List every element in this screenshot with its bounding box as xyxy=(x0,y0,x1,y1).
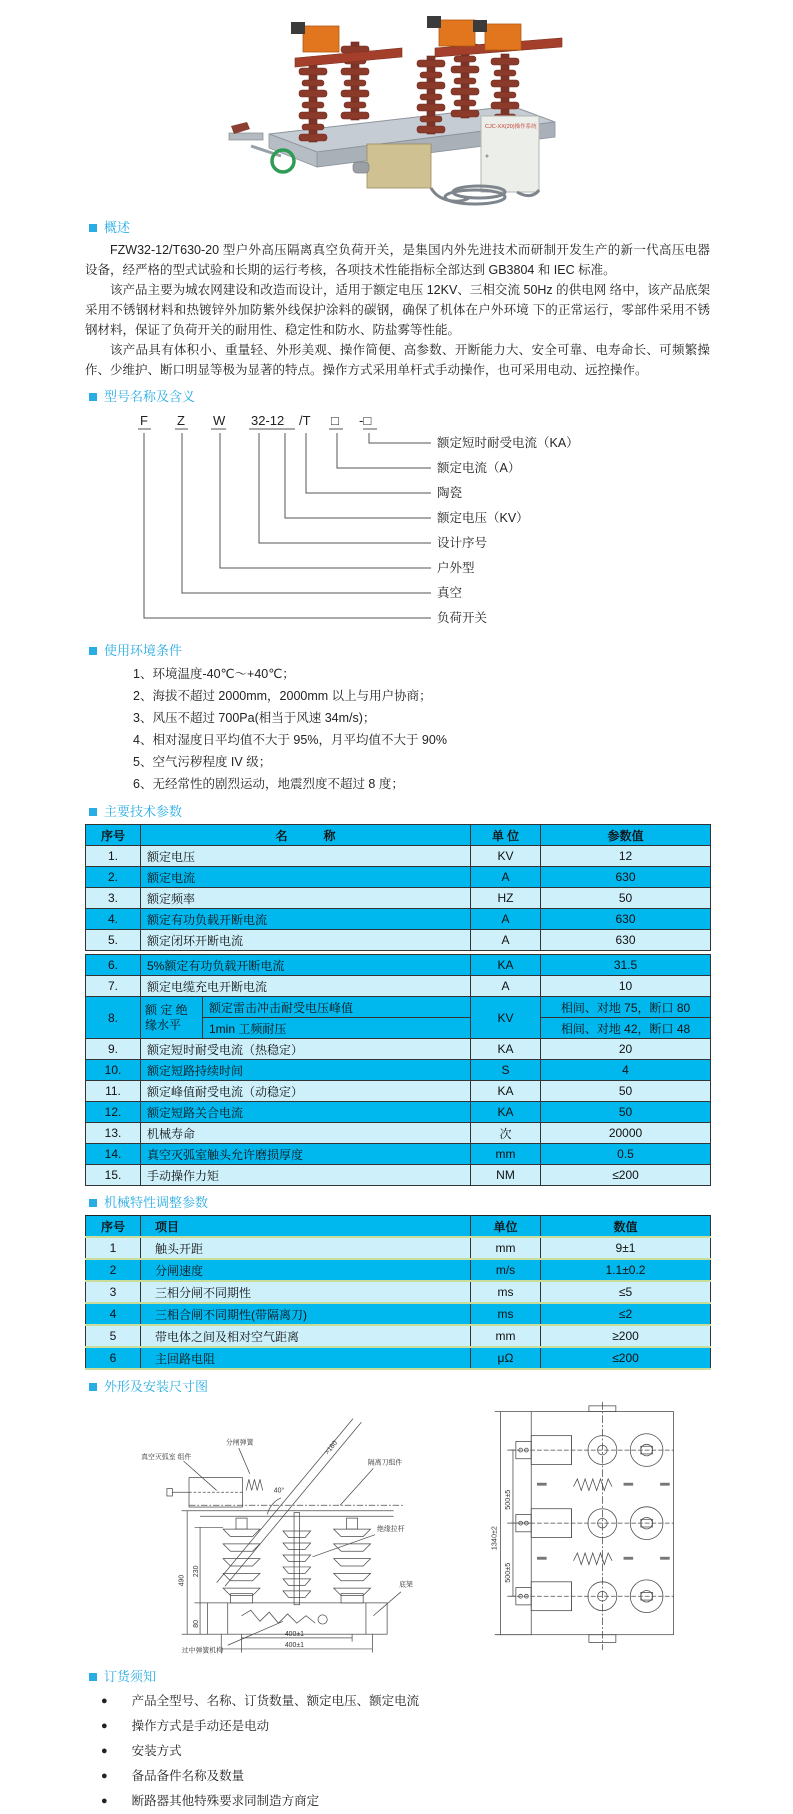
table-row xyxy=(86,1123,711,1144)
environment-list xyxy=(85,663,710,795)
cell-unit: mm xyxy=(471,1144,541,1165)
dim-1340: 1340±2 xyxy=(489,1526,499,1551)
cell-unit: m/s xyxy=(471,1259,541,1281)
label-overcenter-spring: 过中弹簧机构 xyxy=(181,1647,224,1655)
table-row xyxy=(86,1325,711,1347)
cell-no: 4 xyxy=(86,1303,141,1325)
shaft-hub xyxy=(353,162,369,173)
table-header-row xyxy=(86,825,711,846)
overview-title: 概述 xyxy=(104,220,131,235)
cell-unit: KA xyxy=(471,955,541,976)
ordering-item xyxy=(101,1739,710,1764)
table-row xyxy=(86,1060,711,1081)
cell-unit: KV xyxy=(471,846,541,867)
cell-group: 额 定 绝 缘水平 xyxy=(141,997,203,1039)
cell-name: 真空灭弧室触头允许磨损厚度 xyxy=(141,1144,471,1165)
square-bullet-icon xyxy=(89,1383,97,1391)
cell-name: 带电体之间及相对空气距离 xyxy=(141,1325,471,1347)
header-value: 数值 xyxy=(541,1216,711,1238)
section-heading-environment xyxy=(89,643,710,658)
cell-unit: ms xyxy=(471,1281,541,1303)
cell-name: 三相分闸不同期性 xyxy=(141,1281,471,1303)
table-row xyxy=(86,846,711,867)
table-row xyxy=(86,1303,711,1325)
cell-no: 14. xyxy=(86,1144,141,1165)
cell-name: 额定有功负载开断电流 xyxy=(141,909,471,930)
cell-name: 额定短时耐受电流（热稳定） xyxy=(141,1039,471,1060)
drawings-title: 外形及安装尺寸图 xyxy=(104,1379,209,1394)
ordering-item xyxy=(101,1764,710,1789)
table-row xyxy=(86,1081,711,1102)
hook-part xyxy=(231,122,250,134)
label-vacuum-interrupter: 真空灭弧室 组件 xyxy=(141,1454,192,1462)
cell-unit: mm xyxy=(471,1237,541,1259)
page-content xyxy=(0,220,793,1814)
cell-unit: KV xyxy=(471,997,541,1039)
cell-value: 0.5 xyxy=(541,1144,711,1165)
section-heading-drawings xyxy=(89,1379,710,1394)
section-heading-overview xyxy=(89,220,710,235)
square-bullet-icon xyxy=(89,808,97,816)
ordering-list xyxy=(85,1689,710,1814)
cell-unit: A xyxy=(471,930,541,951)
cell-value: 630 xyxy=(541,867,711,888)
ordering-item-text: 备品备件名称及数量 xyxy=(131,1769,245,1783)
cell-name: 额定频率 xyxy=(141,888,471,909)
dim-230: 230 xyxy=(193,1565,201,1578)
cell-value: 相间、对地 75，断口 80 xyxy=(541,997,711,1018)
cell-unit: A xyxy=(471,976,541,997)
label-base-frame: 底架 xyxy=(399,1581,413,1589)
model-title: 型号名称及含义 xyxy=(104,389,196,404)
table-row xyxy=(86,955,711,976)
cell-unit: KA xyxy=(471,1081,541,1102)
cell-value: 相间、对地 42，断口 48 xyxy=(541,1018,711,1039)
bullet-dot-icon: ● xyxy=(101,1745,108,1757)
label-opening-spring: 分闸弹簧 xyxy=(225,1439,254,1447)
dimension-drawings xyxy=(123,1402,710,1660)
square-bullet-icon xyxy=(89,647,97,655)
cell-value: 12 xyxy=(541,846,711,867)
env-condition-item: 6、无经常性的剧烈运动，地震烈度不超过 8 度； xyxy=(133,777,404,791)
dim-500-upper: 500±5 xyxy=(503,1489,513,1510)
tech-params-title: 主要技术参数 xyxy=(104,804,183,819)
cell-unit: NM xyxy=(471,1165,541,1186)
section-heading-ordering xyxy=(89,1669,710,1684)
cell-value: ≤200 xyxy=(541,1347,711,1369)
cell-value: ≤2 xyxy=(541,1303,711,1325)
terminal-block-1 xyxy=(303,26,339,52)
square-bullet-icon xyxy=(89,224,97,232)
cell-no: 11. xyxy=(86,1081,141,1102)
cell-name: 机械寿命 xyxy=(141,1123,471,1144)
header-no: 序号 xyxy=(86,1216,141,1238)
bullet-dot-icon: ● xyxy=(101,1695,108,1707)
cell-unit: A xyxy=(471,867,541,888)
header-value: 参数值 xyxy=(541,825,711,846)
cell-no: 10. xyxy=(86,1060,141,1081)
code-box-2: -□ xyxy=(359,413,372,428)
overview-paragraph-3: 该产品具有体积小、重量轻、外形美观、操作简便、高参数、开断能力大、安全可靠、电寿命长、可频繁操作、少维护、断口明显等极为显著的特点。操作方式采用单杆式手动操作，也可采用电动、远控操作。 xyxy=(85,343,710,377)
cell-name: 手动操作力矩 xyxy=(141,1165,471,1186)
model-label-7: 负荷开关 xyxy=(437,611,488,625)
cell-no: 9. xyxy=(86,1039,141,1060)
dim-400-inner: 400±1 xyxy=(284,1631,304,1639)
cell-value: 4 xyxy=(541,1060,711,1081)
table-row xyxy=(86,909,711,930)
cell-no: 1. xyxy=(86,846,141,867)
tech-params-table-b xyxy=(85,954,711,1186)
env-condition-item: 2、海拔不超过 2000mm，2000mm 以上与用户协商； xyxy=(133,689,432,703)
table-row xyxy=(86,1281,711,1303)
cell-value: 50 xyxy=(541,888,711,909)
drive-arm xyxy=(229,133,263,140)
cell-no: 7. xyxy=(86,976,141,997)
model-code-symbols xyxy=(140,413,371,428)
cell-unit: HZ xyxy=(471,888,541,909)
table-row-insulation-1 xyxy=(86,997,711,1018)
dim-500-lower: 500±5 xyxy=(503,1562,513,1583)
cell-unit: KA xyxy=(471,1102,541,1123)
table-row xyxy=(86,888,711,909)
model-code-svg xyxy=(113,409,713,629)
terminal-blocks xyxy=(303,20,521,52)
ordering-item-text: 操作方式是手动还是电动 xyxy=(131,1719,270,1733)
env-condition-item: 3、风压不超过 700Pa(相当于风速 34m/s)； xyxy=(133,711,376,725)
code-letter-f: F xyxy=(140,413,148,428)
terminal-block-3 xyxy=(485,24,521,50)
cell-no: 4. xyxy=(86,909,141,930)
square-bullet-icon xyxy=(89,1199,97,1207)
cell-name: 额定电缆充电开断电流 xyxy=(141,976,471,997)
table-row xyxy=(86,1347,711,1369)
overview-paragraph-2: 该产品主要为城农网建设和改造而设计，适用于额定电压 12KV、三相交流 50Hz 的供电网 络中，该产品底架采用不锈钢材料和热镀锌外加防紫外线保护涂料的碳钢，确保了机体在户外环境 下的正常运行，零部件采用不锈钢材料，保证了负荷开关的耐用性、稳定性和防水、防盐雾等性能。 xyxy=(85,283,710,337)
cell-value: 9±1 xyxy=(541,1237,711,1259)
cell-value: 630 xyxy=(541,909,711,930)
cell-value: ≥200 xyxy=(541,1325,711,1347)
cell-no: 13. xyxy=(86,1123,141,1144)
cell-value: 50 xyxy=(541,1102,711,1123)
product-photo xyxy=(217,6,577,211)
header-unit: 单 位 xyxy=(471,825,541,846)
table-row xyxy=(86,867,711,888)
square-bullet-icon xyxy=(89,1673,97,1681)
label-knife-assembly: 隔离刀组件 xyxy=(367,1459,403,1467)
code-box-1: □ xyxy=(331,413,339,428)
bullet-dot-icon: ● xyxy=(101,1720,108,1732)
cell-no: 12. xyxy=(86,1102,141,1123)
ordering-item-text: 产品全型号、名称、订货数量、额定电压、额定电流 xyxy=(131,1694,420,1708)
model-label-3: 额定电压（KV） xyxy=(437,511,529,525)
cell-no: 5 xyxy=(86,1325,141,1347)
model-code-diagram xyxy=(113,409,710,634)
table-row xyxy=(86,1237,711,1259)
cell-unit: mm xyxy=(471,1325,541,1347)
header-unit: 单位 xyxy=(471,1216,541,1238)
cell-name: 额定峰值耐受电流（动稳定） xyxy=(141,1081,471,1102)
dim-rod-length: >180 xyxy=(323,1439,340,1457)
cell-unit: KA xyxy=(471,1039,541,1060)
mechanism-box xyxy=(367,144,431,188)
mech-params-table xyxy=(85,1215,711,1370)
cell-name: 额定电流 xyxy=(141,867,471,888)
cell-name: 分闸速度 xyxy=(141,1259,471,1281)
label-insulating-rod: 绝缘拉杆 xyxy=(376,1526,405,1533)
cell-name: 主回路电阻 xyxy=(141,1347,471,1369)
bullet-dot-icon: ● xyxy=(101,1795,108,1807)
cell-name: 额定短路持续时间 xyxy=(141,1060,471,1081)
model-label-6: 真空 xyxy=(437,586,463,600)
cell-no: 5. xyxy=(86,930,141,951)
code-t: /T xyxy=(299,413,311,428)
dim-80: 80 xyxy=(193,1620,201,1628)
cell-name: 额定闭环开断电流 xyxy=(141,930,471,951)
section-heading-mech-params xyxy=(89,1195,710,1210)
cell-no: 6. xyxy=(86,955,141,976)
product-photo-illustration xyxy=(217,6,577,206)
table-row xyxy=(86,1039,711,1060)
table-row xyxy=(86,930,711,951)
env-condition-item: 1、环境温度-40℃～+40℃； xyxy=(133,667,295,681)
table-row xyxy=(86,1102,711,1123)
dim-angle: 40° xyxy=(273,1487,285,1495)
dim-400-outer: 400±1 xyxy=(284,1642,304,1650)
cell-value: 20000 xyxy=(541,1123,711,1144)
ordering-item-text: 断路器其他特殊要求同制造方商定 xyxy=(131,1794,320,1808)
cell-no: 3. xyxy=(86,888,141,909)
table-row xyxy=(86,1259,711,1281)
cell-name: 额定电压 xyxy=(141,846,471,867)
cell-name: 5%额定有功负载开断电流 xyxy=(141,955,471,976)
control-box-label: CJC-XX(20)操作系统 xyxy=(484,124,537,130)
control-box-screw xyxy=(485,155,488,158)
ordering-item-text: 安装方式 xyxy=(131,1744,182,1758)
cell-value: 20 xyxy=(541,1039,711,1060)
cell-value: 31.5 xyxy=(541,955,711,976)
cell-unit: A xyxy=(471,909,541,930)
env-condition-item: 5、空气污秽程度 IV 级； xyxy=(133,755,272,769)
model-label-1: 额定电流（A） xyxy=(437,461,521,475)
bullet-dot-icon: ● xyxy=(101,1770,108,1782)
square-bullet-icon xyxy=(89,393,97,401)
env-condition-item: 4、相对湿度日平均值不大于 95%，月平均值不大于 90% xyxy=(133,733,447,747)
cell-value: ≤5 xyxy=(541,1281,711,1303)
model-label-0: 额定短时耐受电流（KA） xyxy=(437,436,579,450)
cell-unit: 次 xyxy=(471,1123,541,1144)
ordering-title: 订货须知 xyxy=(104,1669,157,1684)
code-number: 32-12 xyxy=(251,413,285,428)
connector-lines xyxy=(144,433,431,618)
cell-name: 额定短路关合电流 xyxy=(141,1102,471,1123)
section-heading-model xyxy=(89,389,710,404)
code-letter-z: Z xyxy=(177,413,185,428)
cell-value: 50 xyxy=(541,1081,711,1102)
dim-490: 490 xyxy=(178,1574,186,1587)
ordering-item xyxy=(101,1789,710,1814)
cell-no: 15. xyxy=(86,1165,141,1186)
cell-name: 触头开距 xyxy=(141,1237,471,1259)
table-row xyxy=(86,976,711,997)
cell-unit: S xyxy=(471,1060,541,1081)
model-meaning-labels xyxy=(437,435,579,625)
ordering-item xyxy=(101,1714,710,1739)
front-view-drawing xyxy=(477,1402,697,1652)
product-spec-page xyxy=(0,6,793,1808)
environment-title: 使用环境条件 xyxy=(104,643,183,658)
cell-no: 2 xyxy=(86,1259,141,1281)
cell-unit: ms xyxy=(471,1303,541,1325)
cell-value: 10 xyxy=(541,976,711,997)
model-label-2: 陶瓷 xyxy=(437,486,463,500)
table-header-row xyxy=(86,1216,711,1238)
cell-subname: 1min 工频耐压 xyxy=(203,1018,471,1039)
cell-no: 3 xyxy=(86,1281,141,1303)
tech-params-table-a xyxy=(85,824,711,951)
cell-subname: 额定雷击冲击耐受电压峰值 xyxy=(203,997,471,1018)
cell-value: ≤200 xyxy=(541,1165,711,1186)
mech-params-title: 机械特性调整参数 xyxy=(104,1195,209,1210)
header-name: 项目 xyxy=(141,1216,471,1238)
cell-unit: μΩ xyxy=(471,1347,541,1369)
section-heading-tech-params xyxy=(89,804,710,819)
ordering-item xyxy=(101,1689,710,1714)
table-row xyxy=(86,1144,711,1165)
cell-name: 三相合闸不同期性(带隔离刀) xyxy=(141,1303,471,1325)
table-row xyxy=(86,1165,711,1186)
cell-value: 1.1±0.2 xyxy=(541,1259,711,1281)
cell-no: 8. xyxy=(86,997,141,1039)
cell-value: 630 xyxy=(541,930,711,951)
cell-no: 1 xyxy=(86,1237,141,1259)
model-label-5: 户外型 xyxy=(437,561,475,575)
header-name: 名 称 xyxy=(141,825,471,846)
model-label-4: 设计序号 xyxy=(437,536,488,550)
code-letter-w: W xyxy=(213,413,226,428)
side-view-drawing xyxy=(123,1402,443,1660)
overview-paragraph-1: FZW32-12/T630-20 型户外高压隔离真空负荷开关，是集国内外先进技术而研制开发生产的新一代高压电器设备，经严格的型式试验和长期的运行考核，各项技术性能指标全部达到 GB3804 和 IEC 标准。 xyxy=(85,243,710,277)
header-no: 序号 xyxy=(86,825,141,846)
cell-no: 2. xyxy=(86,867,141,888)
terminal-block-2 xyxy=(439,20,475,46)
cell-no: 6 xyxy=(86,1347,141,1369)
